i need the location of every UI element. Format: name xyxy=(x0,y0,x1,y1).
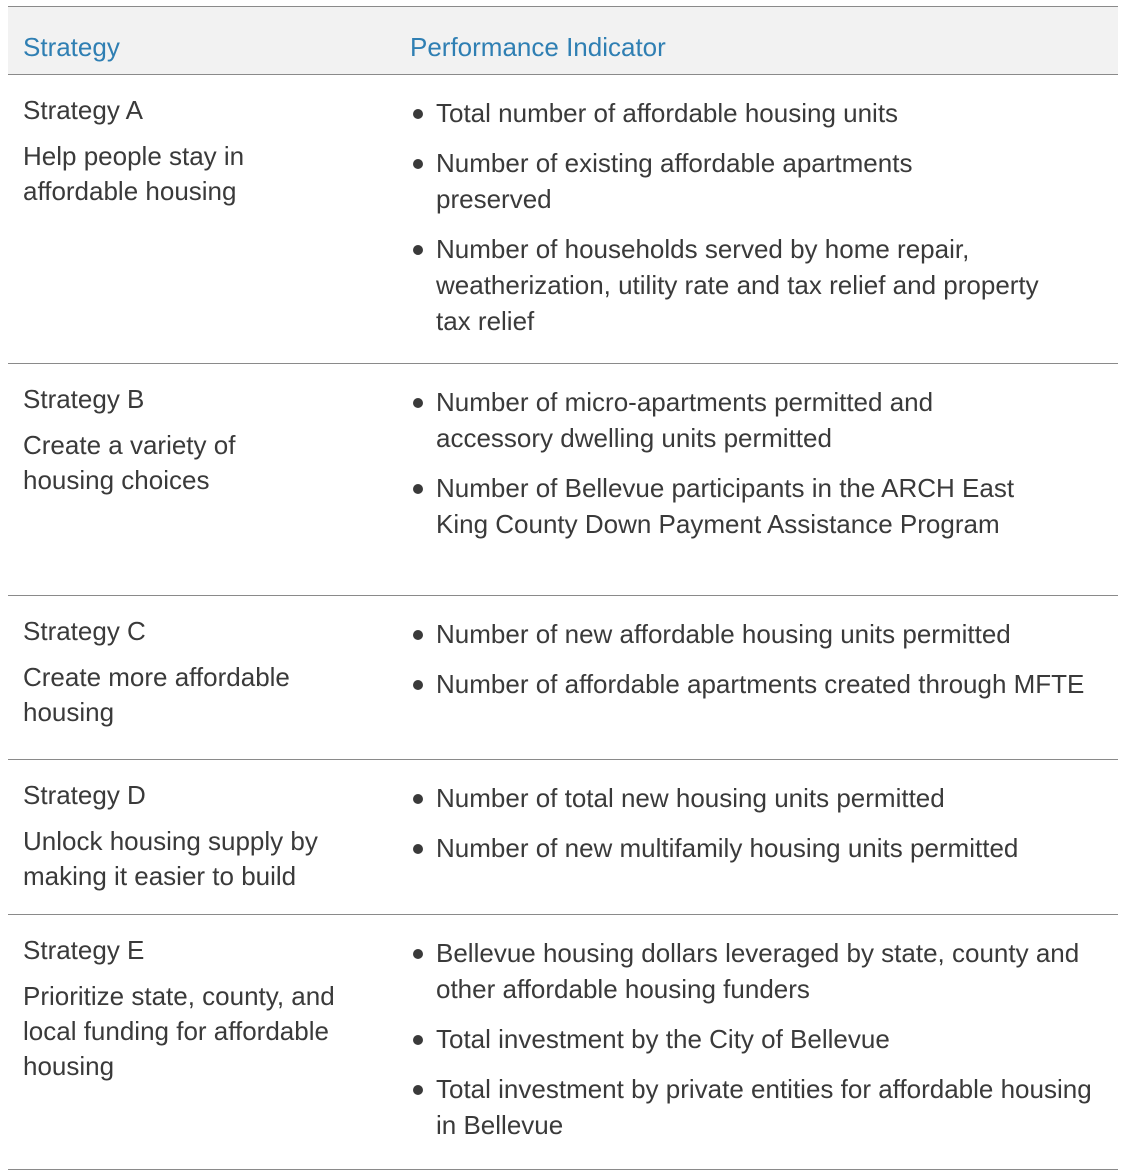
list-item xyxy=(410,145,996,217)
indicator-text: Number of existing affordable apartments preserved xyxy=(436,148,913,214)
table-header xyxy=(8,7,1118,75)
header-performance-indicator: Performance Indicator xyxy=(410,32,666,62)
strategy-label: Strategy E xyxy=(23,935,145,965)
strategy-label: Strategy A xyxy=(23,95,143,125)
strategy-cell xyxy=(23,933,373,1084)
header-strategy: Strategy xyxy=(23,32,120,62)
strategy-description: Create a variety of housing choices xyxy=(23,430,236,495)
strategy-label: Strategy B xyxy=(23,384,145,414)
table-row xyxy=(8,364,1118,596)
bullet-icon xyxy=(413,1085,423,1095)
indicator-text: Total investment by the City of Bellevue xyxy=(436,1024,890,1054)
indicator-text: Number of affordable apartments created through MFTE xyxy=(436,669,1085,699)
indicator-text: Number of Bellevue participants in the ARCH East King County Down Payment Assistance Program xyxy=(436,473,1015,539)
table-row xyxy=(8,596,1118,760)
bullet-icon xyxy=(413,245,423,255)
indicator-cell xyxy=(410,935,1110,1157)
bullet-icon xyxy=(413,159,423,169)
strategy-table xyxy=(8,6,1118,1170)
list-item xyxy=(410,1021,1110,1057)
indicator-text: Total number of affordable housing units xyxy=(436,98,899,128)
strategy-description: Create more affordable housing xyxy=(23,662,290,727)
strategy-description: Prioritize state, county, and local funding for affordable housing xyxy=(23,981,335,1081)
strategy-cell xyxy=(23,614,373,730)
list-item xyxy=(410,384,1036,456)
bullet-icon xyxy=(413,949,423,959)
list-item xyxy=(410,666,1116,702)
indicator-cell xyxy=(410,95,1110,353)
indicator-cell xyxy=(410,616,1110,716)
strategy-label: Strategy D xyxy=(23,780,146,810)
indicator-text: Number of new multifamily housing units permitted xyxy=(436,833,1019,863)
list-item xyxy=(410,935,1126,1007)
list-item xyxy=(410,1071,1096,1143)
list-item xyxy=(410,616,1110,652)
table-row xyxy=(8,915,1118,1170)
bullet-icon xyxy=(413,844,423,854)
bullet-icon xyxy=(413,109,423,119)
strategy-label: Strategy C xyxy=(23,616,146,646)
indicator-text: Bellevue housing dollars leveraged by state, county and other affordable housing funders xyxy=(436,938,1080,1004)
indicator-text: Total investment by private entities for affordable housing in Bellevue xyxy=(436,1074,1092,1140)
strategy-cell xyxy=(23,382,373,498)
strategy-description: Unlock housing supply by making it easier to build xyxy=(23,826,318,891)
list-item xyxy=(410,830,1110,866)
list-item xyxy=(410,95,1110,131)
list-item xyxy=(410,231,1056,339)
bullet-icon xyxy=(413,1035,423,1045)
indicator-text: Number of households served by home repair, weatherization, utility rate and tax relief and property tax relief xyxy=(436,234,1039,336)
table-row xyxy=(8,760,1118,915)
strategy-description: Help people stay in affordable housing xyxy=(23,141,245,206)
bullet-icon xyxy=(413,484,423,494)
strategy-cell xyxy=(23,93,373,209)
bullet-icon xyxy=(413,630,423,640)
indicator-text: Number of new affordable housing units permitted xyxy=(436,619,1011,649)
bullet-icon xyxy=(413,794,423,804)
list-item xyxy=(410,470,1056,542)
indicator-cell xyxy=(410,384,1110,556)
indicator-text: Number of micro-apartments permitted and accessory dwelling units permitted xyxy=(436,387,934,453)
bullet-icon xyxy=(413,680,423,690)
table-row xyxy=(8,75,1118,364)
bullet-icon xyxy=(413,398,423,408)
indicator-text: Number of total new housing units permitted xyxy=(436,783,945,813)
indicator-cell xyxy=(410,780,1110,880)
strategy-cell xyxy=(23,778,373,894)
list-item xyxy=(410,780,1110,816)
